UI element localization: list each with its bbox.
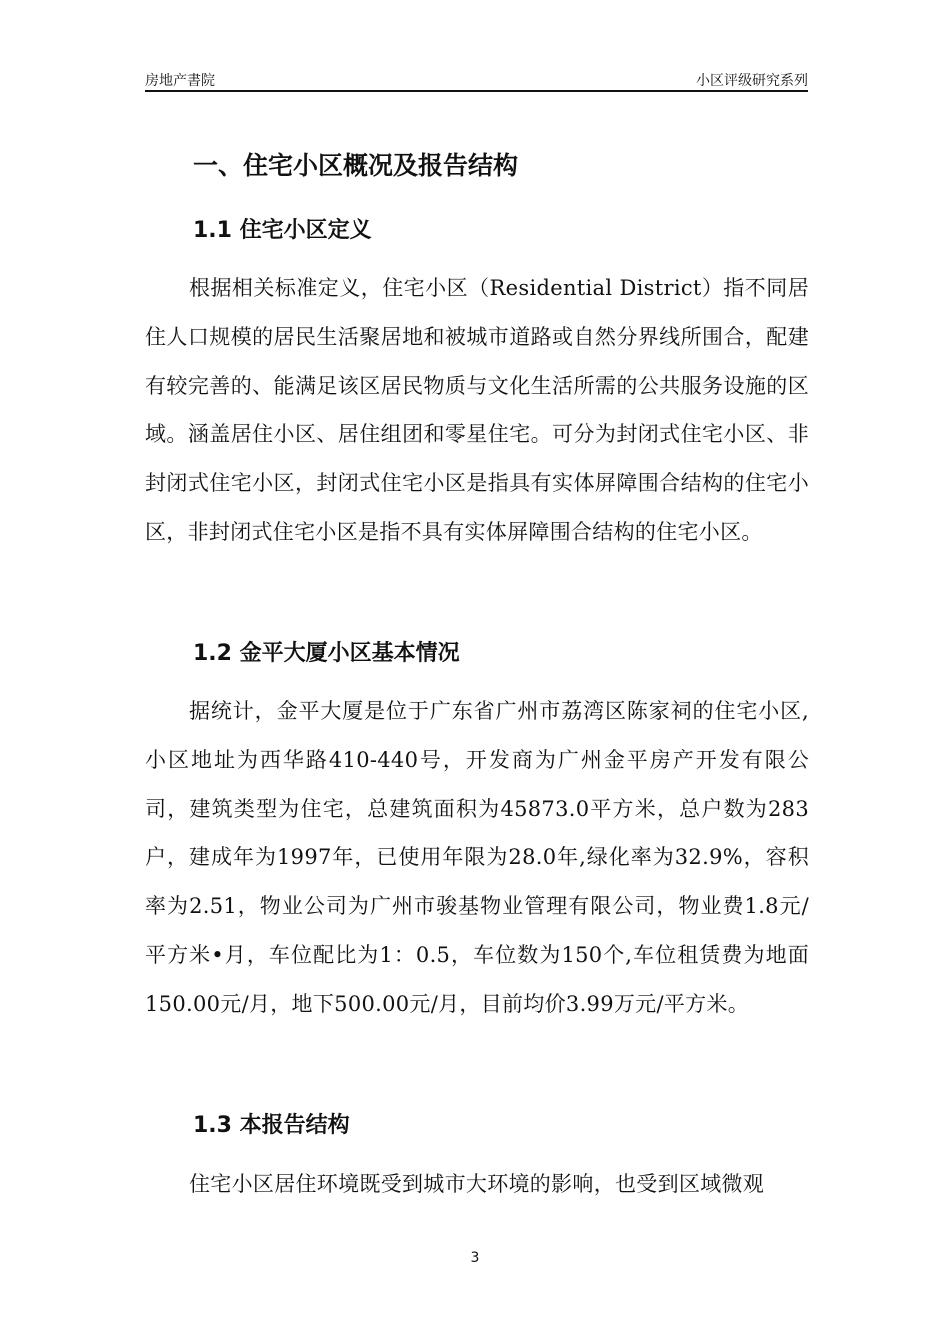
page-number: 3 xyxy=(470,1250,480,1266)
page-header xyxy=(145,70,808,92)
header-brand: 房地产書院 xyxy=(145,73,215,89)
section-paragraph-1-3: 住宅小区居住环境既受到城市大环境的影响，也受到区域微观 xyxy=(189,1172,765,1196)
section-paragraph-1-1: 根据相关标准定义，住宅小区（Residential District）指不同居住人口规模的居民生活聚居地和被城市道路或自然分界线所围合，配建有较完善的、能满足该区居民物质与文化生活所需的公共服务设施的区域。涵盖居住小区、居住组团和零星住宅。可分为封闭式住宅小区、非封闭式住宅小区，封闭式住宅小区是指具有实体屏障围合结构的住宅小区，非封闭式住宅小区是指不具有实体屏障围合结构的住宅小区。 xyxy=(145,276,809,544)
section-paragraph-1-2: 据统计，金平大厦是位于广东省广州市荔湾区陈家祠的住宅小区,小区地址为西华路410-440号，开发商为广州金平房产开发有限公司，建筑类型为住宅，总建筑面积为45873.0平方米，总户数为283户，建成年为1997年，已使用年限为28.0年,绿化率为32.9%，容积率为2.51，物业公司为广州市骏基物业管理有限公司，物业费1.8元/平方米•月，车位配比为1：0.5，车位数为150个,车位租赁费为地面150.00元/月，地下500.00元/月，目前均价3.99万元/平方米。 xyxy=(145,699,809,1016)
header-series-title: 小区评级研究系列 xyxy=(696,73,808,89)
chapter-title: 一、住宅小区概况及报告结构 xyxy=(193,151,519,180)
section-heading-1-3: 1.3 本报告结构 xyxy=(193,1113,350,1138)
section-heading-1-1: 1.1 住宅小区定义 xyxy=(193,218,372,243)
section-heading-1-2: 1.2 金平大厦小区基本情况 xyxy=(193,641,460,666)
